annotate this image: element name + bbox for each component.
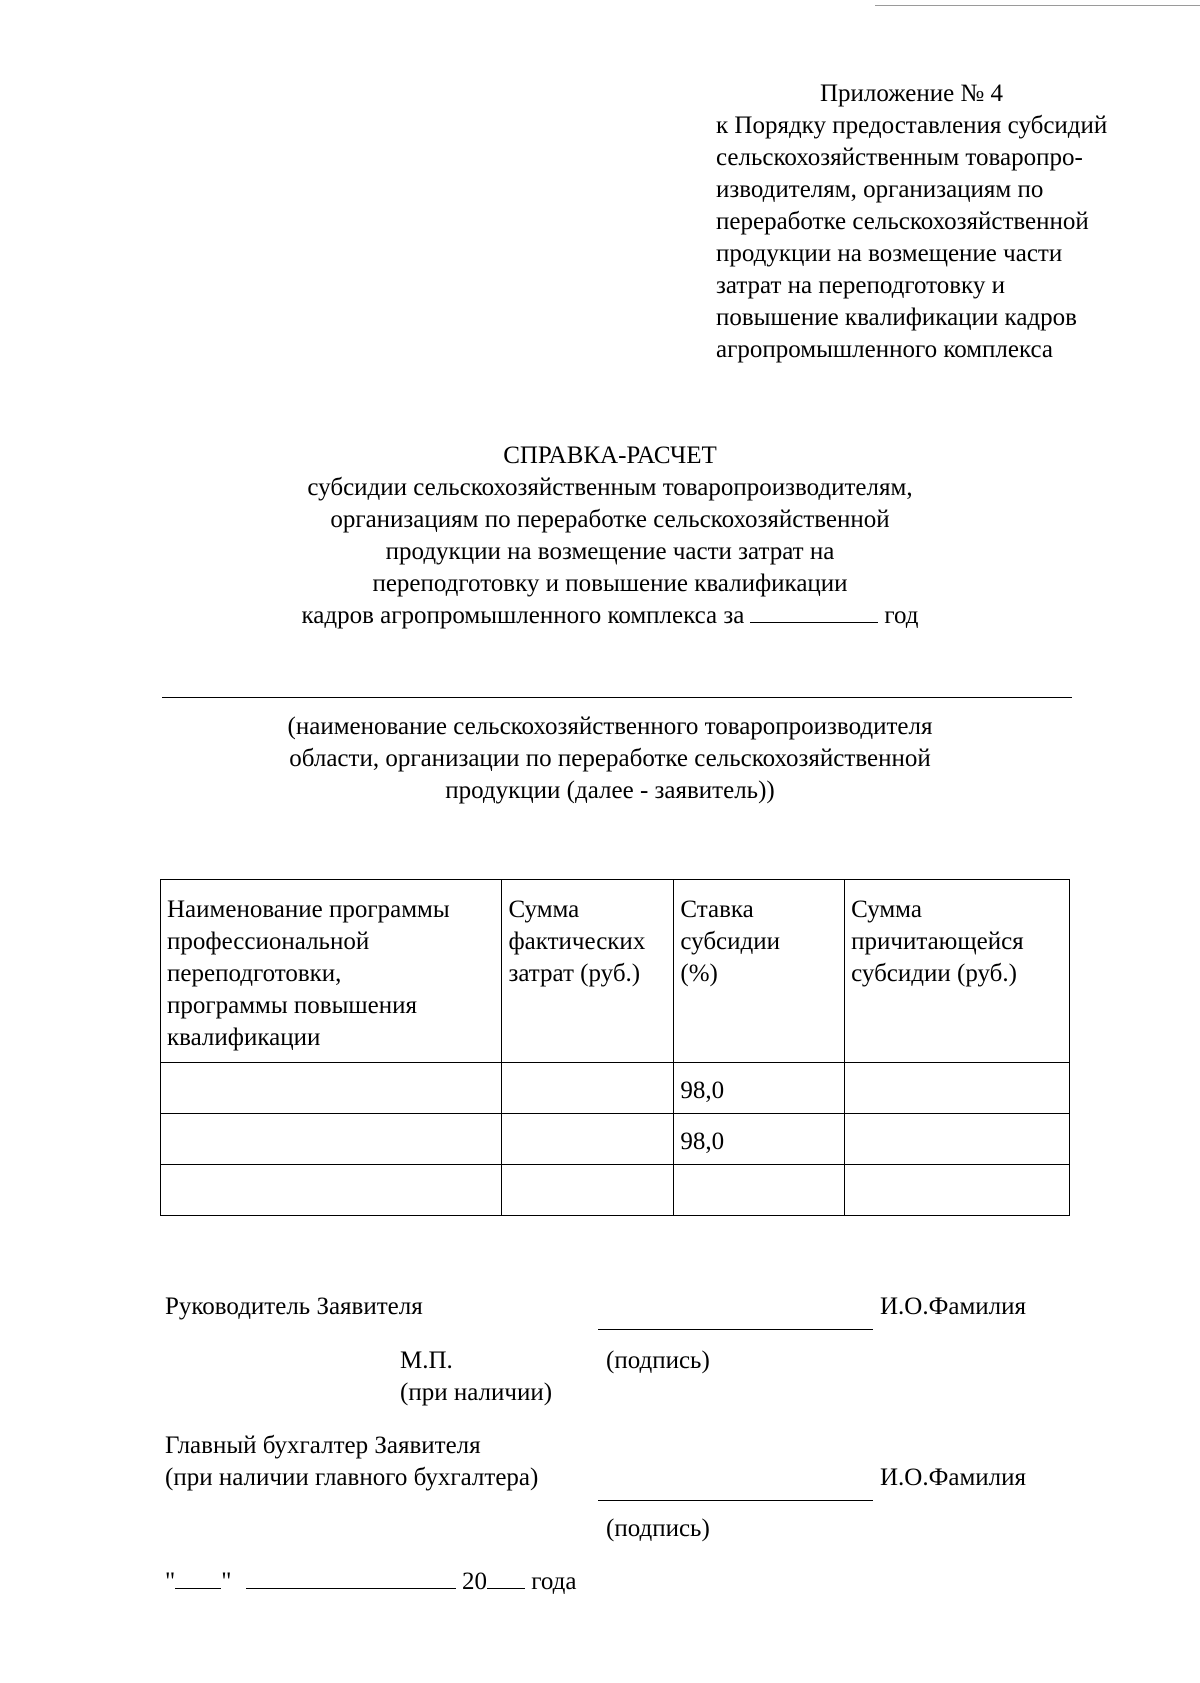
header-subsidy-rate xyxy=(674,880,845,1063)
appendix-line: продукции на возмещение части xyxy=(716,240,1063,267)
subsidy-table xyxy=(160,879,1070,1216)
document-title xyxy=(150,440,1070,632)
date-line xyxy=(165,1566,576,1598)
table-row xyxy=(161,1114,1070,1165)
table-cell[interactable] xyxy=(502,1165,674,1216)
appendix-line: к Порядку предоставления субсидий xyxy=(716,112,1108,139)
header-text: затрат (руб.) xyxy=(508,960,641,987)
title-year-text: кадров агропромышленного комплекса за xyxy=(301,602,745,629)
caption-line: (наименование сельскохозяйственного товаропроизводителя xyxy=(287,713,933,740)
date-open-quote: " xyxy=(165,1568,176,1595)
head-name: И.О.Фамилия xyxy=(880,1293,1027,1320)
table-cell[interactable] xyxy=(161,1165,502,1216)
date-year-suffix: года xyxy=(531,1568,577,1595)
caption-line: продукции (далее - заявитель)) xyxy=(445,777,775,804)
header-text: причитающейся xyxy=(851,928,1024,955)
month-blank-field[interactable] xyxy=(246,1566,456,1589)
appendix-line: агропромышленного комплекса xyxy=(716,336,1054,363)
table-cell[interactable] xyxy=(161,1063,502,1114)
header-text: программы повышения xyxy=(167,992,417,1019)
appendix-line: повышение квалификации кадров xyxy=(716,304,1077,331)
header-text: Наименование программы xyxy=(167,896,450,923)
table-cell[interactable] xyxy=(845,1114,1070,1165)
table-cell[interactable] xyxy=(674,1165,845,1216)
accountant-name: И.О.Фамилия xyxy=(880,1464,1027,1491)
caption-line: области, организации по переработке сельскохозяйственной xyxy=(289,745,931,772)
table-header-row xyxy=(161,880,1070,1063)
signature-caption: (подпись) xyxy=(606,1347,710,1374)
table-row xyxy=(161,1063,1070,1114)
header-text: Ставка xyxy=(680,896,754,923)
head-signature-line[interactable] xyxy=(598,1329,873,1330)
appendix-line: затрат на переподготовку и xyxy=(716,272,1005,299)
applicant-name-field[interactable] xyxy=(162,697,1072,698)
title-line-year xyxy=(150,600,1070,632)
title-year-suffix: год xyxy=(884,602,919,629)
table-cell[interactable] xyxy=(161,1114,502,1165)
table-cell[interactable] xyxy=(502,1063,674,1114)
header-text: Сумма xyxy=(508,896,580,923)
table-cell[interactable] xyxy=(845,1165,1070,1216)
applicant-caption xyxy=(150,711,1070,807)
table-cell[interactable]: 98,0 xyxy=(674,1063,845,1114)
date-year-prefix: 20 xyxy=(461,1568,487,1595)
appendix-number: Приложение № 4 xyxy=(820,80,1004,107)
accountant-note: (при наличии главного бухгалтера) xyxy=(165,1464,539,1491)
header-text: субсидии xyxy=(680,928,780,955)
appendix-line: переработке сельскохозяйственной xyxy=(716,208,1089,235)
year-short-blank-field[interactable] xyxy=(487,1566,525,1589)
header-program-name xyxy=(161,880,502,1063)
signature-caption-2: (подпись) xyxy=(606,1515,710,1542)
title-heading: СПРАВКА-РАСЧЕТ xyxy=(503,442,717,469)
header-text: профессиональной xyxy=(167,928,370,955)
title-line: организациям по переработке сельскохозяйственной xyxy=(330,506,890,533)
table-cell[interactable]: 98,0 xyxy=(674,1114,845,1165)
appendix-line: сельскохозяйственным товаропро- xyxy=(716,144,1083,171)
appendix-header xyxy=(716,78,1176,366)
date-close-quote: " xyxy=(221,1568,232,1595)
header-text: (%) xyxy=(680,960,718,987)
header-text: переподготовки, xyxy=(167,960,342,987)
table-cell[interactable] xyxy=(502,1114,674,1165)
title-line: субсидии сельскохозяйственным товаропроизводителям, xyxy=(307,474,913,501)
stamp-note: (при наличии) xyxy=(400,1379,553,1406)
head-label: Руководитель Заявителя xyxy=(165,1293,423,1320)
scan-edge-line xyxy=(875,5,1200,6)
header-text: квалификации xyxy=(167,1024,321,1051)
header-text: Сумма xyxy=(851,896,922,923)
accountant-label: Главный бухгалтер Заявителя xyxy=(165,1432,481,1459)
stamp-label: М.П. xyxy=(400,1347,453,1374)
day-blank-field[interactable] xyxy=(175,1566,221,1589)
header-text: субсидии (руб.) xyxy=(851,960,1017,987)
header-actual-costs xyxy=(502,880,674,1063)
appendix-line: изводителям, организациям по xyxy=(716,176,1044,203)
title-line: переподготовку и повышение квалификации xyxy=(372,570,848,597)
header-subsidy-amount xyxy=(845,880,1070,1063)
year-blank-field[interactable] xyxy=(750,600,878,623)
table-row xyxy=(161,1165,1070,1216)
table-cell[interactable] xyxy=(845,1063,1070,1114)
title-line: продукции на возмещение части затрат на xyxy=(385,538,835,565)
header-text: фактических xyxy=(508,928,646,955)
accountant-signature-line[interactable] xyxy=(598,1500,873,1501)
